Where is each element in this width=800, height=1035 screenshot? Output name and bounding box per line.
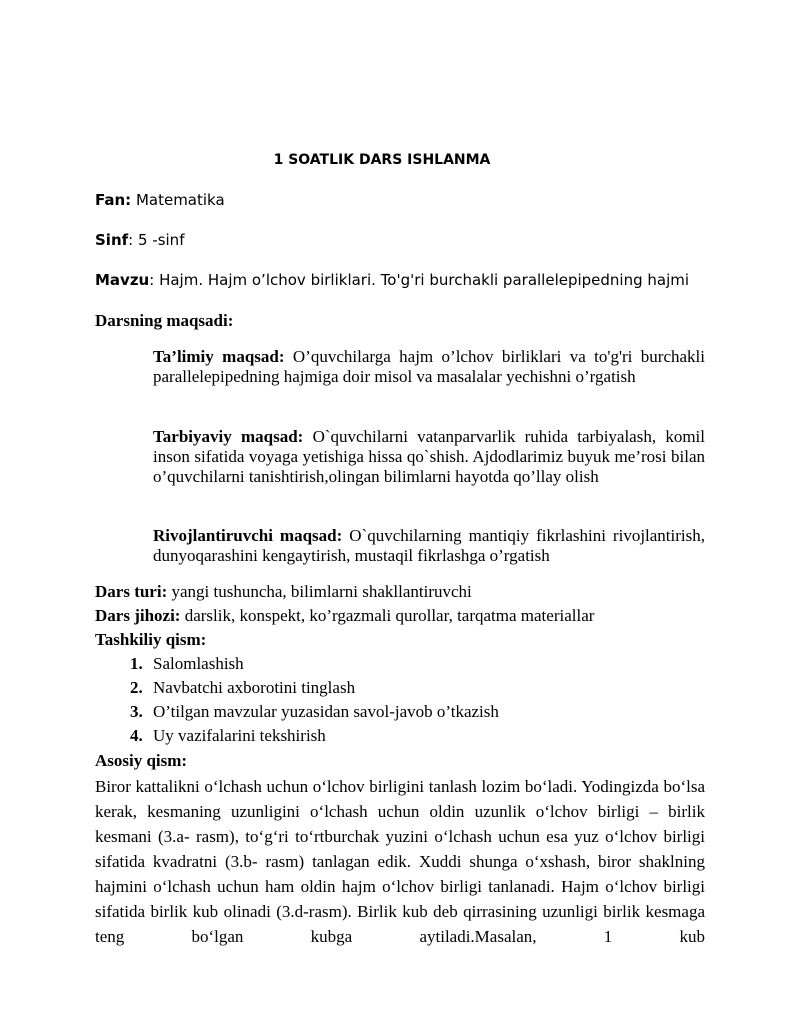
topic-line <box>95 271 775 289</box>
main-part-heading-text: Asosiy qism: <box>95 751 188 770</box>
goal-text: O`quvchilarni vatanparvarlik ruhida tarbiyalash, komil inson sifatida voyaga yetishiga hissa qo`shish. Ajdodlarimiz buyuk me’rosi bilan o’quvchilarni tanishtirish,olingan bilimlarni hayotda qo’llay olish <box>153 427 706 486</box>
list-text: Navbatchi axborotini tinglash <box>153 678 356 697</box>
goal-label: Rivojlantiruvchi maqsad: <box>153 526 343 545</box>
list-number: 3. <box>130 702 143 721</box>
organizational-heading-text: Tashkiliy qism: <box>95 630 207 649</box>
lesson-equipment-value: darslik, konspekt, ko’rgazmali qurollar, tarqatma materiallar <box>180 606 595 625</box>
grade-label: Sinf <box>95 231 129 249</box>
list-text: O’tilgan mavzular yuzasidan savol-javob o’tkazish <box>153 702 499 721</box>
organizational-list <box>130 652 499 748</box>
main-part-paragraph: Biror kattalikni o‘lchash uchun o‘lchov birligini tanlash lozim bo‘ladi. Yodingizda bo‘lsa kerak, kesmaning uzunligini o‘lchash uchun oldin uzunlik o‘lchov birligi – birlik kesmani (3.a- rasm), to‘g‘ri to‘rtburchak yuzini o‘lchash uchun esa yuz o‘lchov birligi sifatida kvadratni (3.b- rasm) tanlagan edik. Xuddi shunga o‘xshash, biror shaklning hajmini o‘lchash uchun ham oldin hajm o‘lchov birligi tanlanadi. Hajm o‘lchov birligi sifatida birlik kub olinadi (3.d-rasm). Birlik kub deb qirrasining uzunligi birlik kesmaga teng bo‘lgan kubga aytiladi.Masalan, 1 kub <box>95 777 705 946</box>
subject-value: Matematika <box>135 191 225 209</box>
educational-goal <box>153 347 705 387</box>
lesson-type-line <box>95 580 472 604</box>
developmental-goal <box>153 526 705 566</box>
topic-label: Mavzu <box>95 271 150 289</box>
list-item <box>130 724 499 748</box>
lesson-type-value: yangi tushuncha, bilimlarni shakllantiruvchi <box>167 582 472 601</box>
list-item <box>130 700 499 724</box>
goal-label: Tarbiyaviy maqsad: <box>153 427 304 446</box>
lesson-equipment-line <box>95 604 594 628</box>
subject-label: Fan: <box>95 191 132 209</box>
topic-value: : Hajm. Hajm o’lchov birliklari. To'g'ri burchakli parallelepipedning hajmi <box>149 271 690 289</box>
subject-line <box>95 191 775 209</box>
list-number: 2. <box>130 678 143 697</box>
goal-text: O’quvchilarga hajm o’lchov birliklari va to'g'ri burchakli parallelepipedning hajmiga doir misol va masalalar yechishni o’rgatish <box>153 347 705 386</box>
grade-line <box>95 231 775 249</box>
organizational-heading <box>95 628 206 652</box>
upbringing-goal <box>153 427 705 487</box>
document-title: 1 SOATLIK DARS ISHLANMA <box>273 152 491 168</box>
list-number: 1. <box>130 654 143 673</box>
main-part-heading <box>95 749 187 773</box>
goal-text: O`quvchilarning mantiqiy fikrlashini rivojlantirish, dunyoqarashini kengaytirish, mustaqil fikrlashga o’rgatish <box>153 526 706 565</box>
lesson-equipment-label: Dars jihozi: <box>95 606 181 625</box>
goal-label: Ta’limiy maqsad: <box>153 347 285 366</box>
list-item <box>130 652 499 676</box>
list-number: 4. <box>130 726 143 745</box>
lesson-goals-heading: Darsning maqsadi: <box>95 311 234 330</box>
list-item <box>130 676 499 700</box>
list-text: Uy vazifalarini tekshirish <box>153 726 326 745</box>
lesson-type-label: Dars turi: <box>95 582 168 601</box>
list-text: Salomlashish <box>153 654 244 673</box>
grade-value: : 5 -sinf <box>128 231 185 249</box>
